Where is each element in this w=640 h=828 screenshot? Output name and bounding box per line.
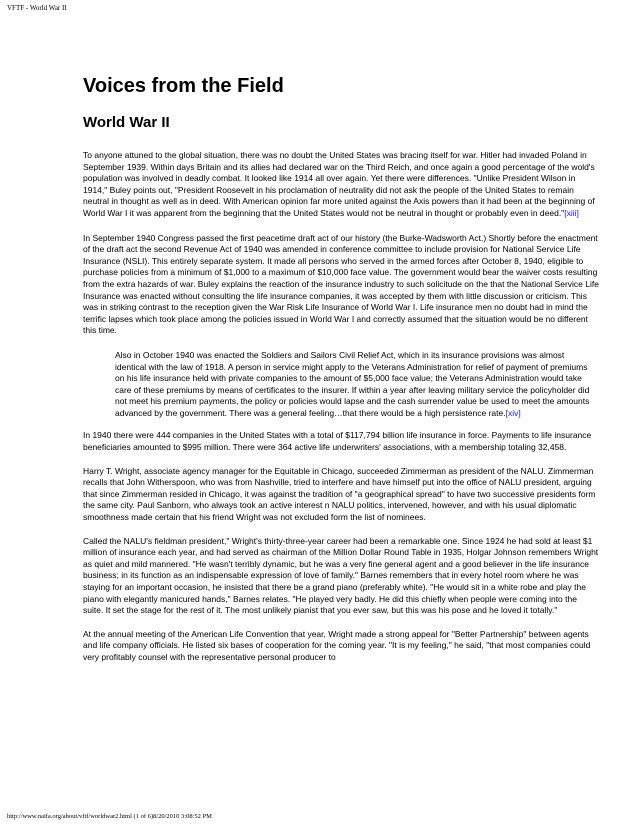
paragraph-wright-career: Called the NALU's fieldman president," Wright's thirty-three-year career had been a remarkable one. Since 1924 he had sold at least $1 million of insurance each year, and had served as chairman of the Million Dollar Round Table in 1935, Holgar Johnson remembers Wright as quiet and mild mannered. "He wasn't terribly dynamic, but he was a very fine general agent and a good believer in the life insurance business; in its function as an indispensable expression of love of family." Barnes remembers that in every hotel room where he was staying for an important occasion, he insisted that there be a grand piano (preferably white). "He would sit in a white robe and play the piano with elegantly manicured hands," Barnes relates. "He played very badly. He did this chiefly when people were coming into the suite. It set the stage for the rest of it. The most unlikely pianist that you ever saw, but this was his pose and he loved it totally." — [83, 535, 599, 616]
quote-text: Also in October 1940 was enacted the Soldiers and Sailors Civil Relief Act, which in its insurance provisions was almost identical with the law of 1918. A person in service might apply to the Veterans Administration for relief of payment of premiums on his life insurance held with private companies to the amount of $5,000 face value; the Veterans Administration would take care of these premiums by means of certificates to the insurer. If within a year after leaving military service the policyholder did not meet his premium payments, the policy or policies would lapse and the cash surrender value be used to meet the amounts advanced by the government. There was a general feeling…that there would be a high persistence rate. — [115, 349, 590, 418]
paragraph-wright-succession: Harry T. Wright, associate agency manager for the Equitable in Chicago, succeeded Zimmerman as president of the NALU. Zimmerman recalls that John Witherspoon, who was from Nashville, tried to interfere and have himself put into the office of NALU president, arguing that since Zimmerman resided in Chicago, it was against the tradition of "a geographical spread" to have two successive presidents form the same city. Paul Sanborn, who always took an active interest n NALU politics, intervened, however, and with his usual diplomatic smoothness made certain that his friend Wright was not excluded form the list of nominees. — [83, 465, 596, 523]
quote-paragraph — [115, 350, 591, 420]
paragraph-alc-meeting: At the annual meeting of the American Life Convention that year, Wright made a strong appeal for "Better Partnership" between agents and life company officials. He listed six bases of cooperation for the coming year. "It is my feeling," he said, "that most companies could very profitably counsel with the representative personal producer to — [83, 628, 591, 662]
print-footer: http://www.naifa.org/about/vftf/worldwar2.html (1 of 6)8/20/2010 3:08:52 PM — [7, 813, 212, 820]
print-header: VFTF - World War II — [7, 4, 67, 12]
footnote-link-xiii[interactable]: [xiii] — [564, 207, 579, 218]
block-quote — [115, 350, 591, 420]
article — [83, 74, 599, 664]
paragraph-statistics: In 1940 there were 444 companies in the United States with a total of $117,794 billion life insurance in force. Payments to life insurance beneficiaries amounted to $995 million. There were 364 active life underwriters' associations, with a membership totaling 32,458. — [83, 430, 592, 453]
paragraph-neutrality — [83, 150, 599, 220]
footnote-link-xiv[interactable]: [xiv] — [505, 407, 521, 418]
page-title: Voices from the Field — [83, 75, 284, 97]
section-title: World War II — [83, 114, 170, 131]
paragraph-draft-act: In September 1940 Congress passed the first peacetime draft act of our history (the Burke-Wadsworth Act.) Shortly before the enactment of the draft act the second Revenue Act of 1940 was amended in conference committee to include provision for National Service Life Insurance (NSLI). This entirely separate system. It made all persons who served in the armed forces after October 8, 1940, eligible to purchase policies from a minimum of $1,000 to a maximum of $10,000 face value. The government would bear the waiver costs resulting from the extra hazards of war. Buley explains the reaction of the insurance industry to such solicitude on the that the National Service Life Insurance was enacted without consulting the life insurance companies, it was accepted by them with little discussion or criticism. This was in striking contrast to the reception given the War Risk Life Insurance of World War I. Life insurance men no doubt had in mind the terrific lapses which took place among the policies issued in World War I and correctly assumed that the situation would be no different this time. — [83, 232, 599, 336]
paragraph-text: To anyone attuned to the global situation, there was no doubt the United States was bracing itself for war. Hitler had invaded Poland in September 1939. Within days Britain and its allies had declared war on the Third Reich, and once again a good percentage of the wold's population was involved in deadly combat. It looked like 1914 all over again. Yet there were differences. "Unlike President Wilson in 1914," Buley points out, "President Roosevelt in his proclamation of neutrality did not ask the people of the United States to remain neutral in thought as well as in deed. With American opinion far more united against the Axis powers than it had been at the beginning of World War I it was apparent from the beginning that the United States would not be neutral in thought or probably even in deed." — [83, 150, 595, 218]
